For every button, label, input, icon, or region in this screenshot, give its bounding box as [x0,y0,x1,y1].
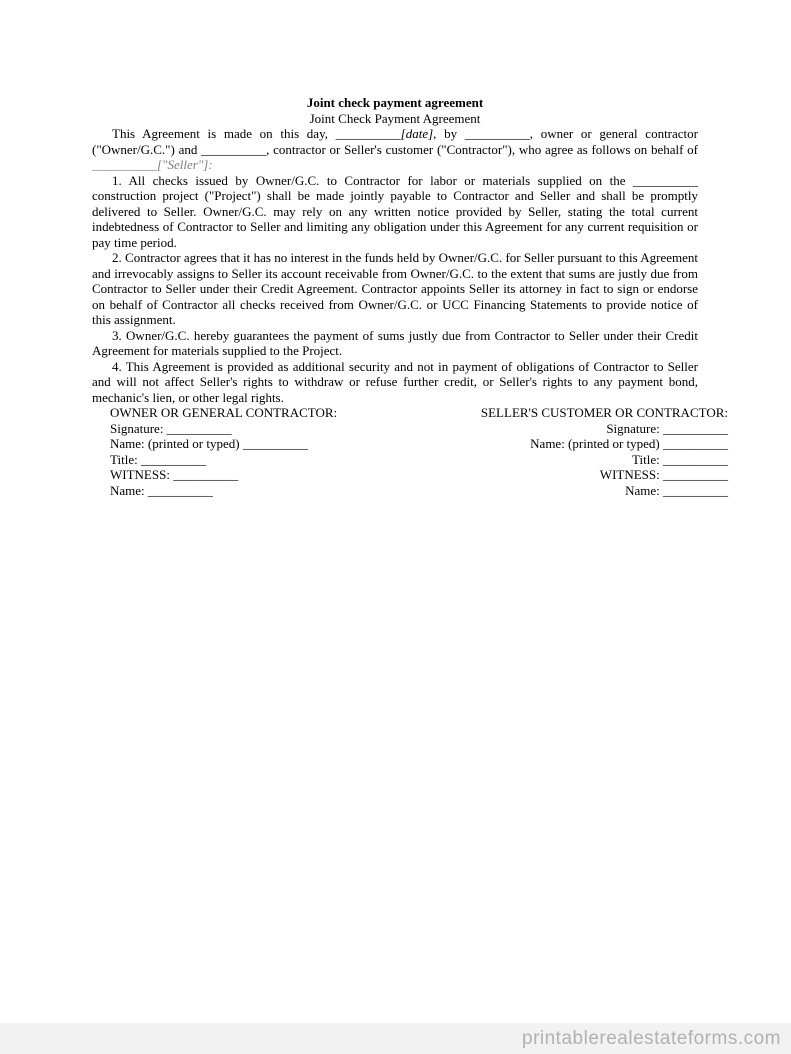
intro-text-after-date: , by __________, owner or general contractor ("Owner/G.C.") and __________, contractor or Seller's customer ("Contractor"), who agree as follows on behalf of [92,126,698,157]
clause-3: 3. Owner/G.C. hereby guarantees the payment of sums justly due from Contractor to Seller under their Credit Agreement for materials supplied to the Project. [92,327,698,358]
seller-customer-witness-name-line: Name: __________ [625,482,728,498]
seller-customer-signature-line: Signature: __________ [606,420,728,436]
seller-placeholder: __________["Seller"]: [92,157,213,172]
signature-section [92,405,728,498]
document-title-bold: Joint check payment agreement [306,95,484,110]
owner-title-line: Title: __________ [110,451,206,467]
intro-text-before-date: This Agreement is made on this day, __________ [112,126,401,141]
agreement-document [92,95,728,498]
document-subtitle: Joint Check Payment Agreement [309,110,481,126]
owner-name-line: Name: (printed or typed) __________ [110,436,308,451]
signature-block-seller-customer [337,405,728,498]
seller-customer-block-heading: SELLER'S CUSTOMER OR CONTRACTOR: [480,405,728,420]
seller-customer-witness-line: WITNESS: __________ [599,467,728,482]
watermark-text: printablerealestateforms.com [522,1027,781,1049]
intro-paragraph [92,126,698,173]
clause-2: 2. Contractor agrees that it has no interest in the funds held by Owner/G.C. for Seller pursuant to this Agreement and irrevocably assigns to Seller its account receivable from Owner/G.C. to the extent that sums are justly due from Contractor to Seller under their Credit Agreement. Contractor appoints Seller its attorney in fact to sign or endorse on behalf of Contractor all checks received from Owner/G.C. or UCC Financing Statements to provide notice of this assignment. [92,250,698,327]
date-placeholder: [date] [400,126,434,141]
owner-block-heading: OWNER OR GENERAL CONTRACTOR: [110,405,338,420]
owner-witness-name-line: Name: __________ [110,482,213,498]
owner-witness-line: WITNESS: __________ [110,467,239,482]
clause-4: 4. This Agreement is provided as additional security and not in payment of obligations of Contractor to Seller and will not affect Seller's rights to withdraw or refuse further credit, or Seller's rights to any payment bond, mechanic's lien, or other legal rights. [92,358,698,405]
signature-block-owner [92,405,337,498]
clause-1: 1. All checks issued by Owner/G.C. to Contractor for labor or materials supplied on the __________ construction project ("Project") shall be made jointly payable to Contractor and Seller and shall be promptly delivered to Seller. Owner/G.C. may rely on any written notice provided by Seller, stating the total current indebtedness of Contractor to Seller and limiting any obligation under this Agreement for any current requisition or pay time period. [92,172,698,250]
footer-watermark-bar [0,1023,791,1054]
seller-customer-title-line: Title: __________ [632,451,728,467]
owner-signature-line: Signature: __________ [110,420,232,436]
seller-customer-name-line: Name: (printed or typed) __________ [530,436,728,451]
